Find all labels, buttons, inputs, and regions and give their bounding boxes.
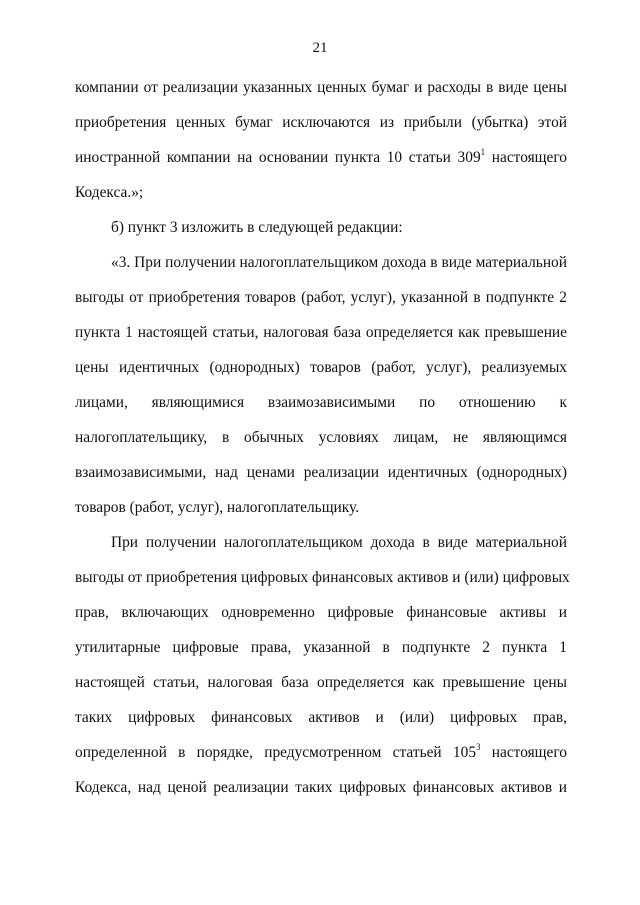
text-line: настоящей статьи, налоговая база определяется как превышение цены xyxy=(75,674,567,691)
text-line: «3. При получении налогоплательщиком дохода в виде материальной xyxy=(111,254,567,271)
text-line: взаимозависимыми, над ценами реализации идентичных (однородных) xyxy=(75,464,567,481)
text-line: б) пункт 3 изложить в следующей редакции: xyxy=(111,219,403,236)
superscript: 3 xyxy=(476,742,481,752)
text-line xyxy=(75,744,567,762)
text-fragment: настоящего xyxy=(485,149,567,166)
text-fragment: иностранной компании на основании пункта 10 статьи 309 xyxy=(75,149,481,166)
text-line: пункта 1 настоящей статьи, налоговая база определяется как превышение xyxy=(75,324,567,341)
text-fragment: настоящего xyxy=(480,744,567,761)
text-line: приобретения ценных бумаг исключаются из прибыли (убытка) этой xyxy=(75,114,567,131)
text-line: выгоды от приобретения цифровых финансовых активов и (или) цифровых xyxy=(75,569,570,586)
text-line: прав, включающих одновременно цифровые финансовые активы и xyxy=(75,604,567,621)
text-line: выгоды от приобретения товаров (работ, услуг), указанной в подпункте 2 xyxy=(75,289,567,306)
text-line: налогоплательщику, в обычных условиях лицам, не являющимся xyxy=(75,429,567,446)
text-fragment: определенной в порядке, предусмотренном статьей 105 xyxy=(75,744,477,761)
text-line: товаров (работ, услуг), налогоплательщику. xyxy=(75,499,360,516)
text-line: компании от реализации указанных ценных бумаг и расходы в виде цены xyxy=(75,79,567,96)
text-line: лицами, являющимися взаимозависимыми по отношению к xyxy=(75,394,567,411)
text-line: Кодекса, над ценой реализации таких цифровых финансовых активов и xyxy=(75,779,567,796)
text-line: утилитарные цифровые права, указанной в подпункте 2 пункта 1 xyxy=(75,639,567,656)
text-line: таких цифровых финансовых активов и (или) цифровых прав, xyxy=(75,709,567,726)
text-line: цены идентичных (однородных) товаров (работ, услуг), реализуемых xyxy=(75,359,567,376)
text-line: При получении налогоплательщиком дохода в виде материальной xyxy=(111,534,567,551)
superscript: 1 xyxy=(480,147,486,157)
page-number: 21 xyxy=(312,40,328,56)
text-line xyxy=(75,149,567,167)
text-line: Кодекса.»; xyxy=(75,184,144,201)
